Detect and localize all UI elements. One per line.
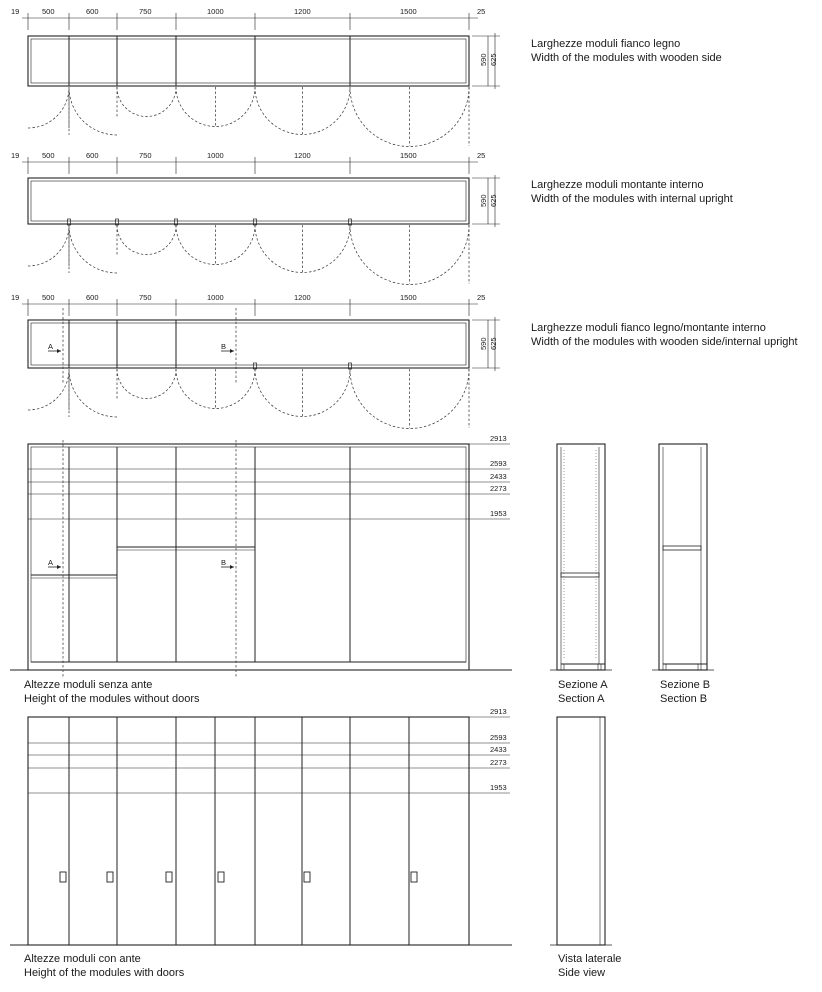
height-labels	[490, 707, 507, 792]
height-label: 1953	[490, 783, 507, 792]
door-swing-arcs	[28, 87, 469, 147]
plan-dimension-labels	[11, 151, 485, 160]
plan-view-internal-upright	[11, 151, 733, 285]
dim-label: 1200	[294, 293, 311, 302]
depth-label-590: 590	[479, 53, 488, 66]
section-cut-line	[63, 308, 236, 384]
section-a-drawing	[550, 444, 612, 705]
height-label: 2913	[490, 434, 507, 443]
section-marker-b: B	[221, 342, 227, 351]
section-b-caption-italian: Sezione B	[660, 679, 711, 691]
section-cut-line	[63, 440, 236, 678]
plan-caption-english: Width of the modules with wooden side	[531, 52, 722, 64]
section-b-drawing	[652, 444, 714, 705]
depth-label-625: 625	[489, 53, 498, 66]
plan-carcass	[28, 320, 469, 369]
elevation-with-doors	[10, 707, 512, 979]
plan-view-wooden-side	[11, 7, 722, 147]
dim-label: 1000	[207, 151, 224, 160]
elevation-caption-english: Height of the modules without doors	[24, 693, 200, 705]
height-label: 2433	[490, 472, 507, 481]
plan-dimension-labels	[11, 7, 485, 16]
door-swing-arcs	[28, 369, 469, 429]
section-a-caption-english: Section A	[558, 693, 605, 705]
door-handles	[60, 872, 417, 882]
door-swing-arcs	[28, 225, 469, 285]
dim-label: 25	[477, 7, 486, 16]
door-fronts	[28, 717, 469, 945]
plan-carcass	[28, 178, 469, 225]
plan-dimension-labels	[11, 293, 485, 302]
depth-label-625: 625	[489, 337, 498, 350]
height-level-lines	[28, 444, 510, 519]
dim-label: 25	[477, 151, 486, 160]
section-marker-a: A	[48, 342, 54, 351]
dim-label: 1200	[294, 151, 311, 160]
dim-label: 1500	[400, 151, 417, 160]
elevation-caption-italian: Altezze moduli senza ante	[24, 679, 153, 691]
height-label: 2593	[490, 459, 507, 468]
dim-label: 1500	[400, 293, 417, 302]
plan-caption-english: Width of the modules with internal upright	[531, 193, 733, 205]
dim-label: 750	[139, 151, 152, 160]
dim-label: 19	[11, 293, 20, 302]
dim-label: 600	[86, 7, 99, 16]
dim-label: 750	[139, 293, 152, 302]
dim-label: 25	[477, 293, 486, 302]
dim-label: 500	[42, 7, 55, 16]
depth-label-590: 590	[479, 194, 488, 207]
depth-label-590: 590	[479, 337, 488, 350]
plan-caption-english: Width of the modules with wooden side/internal upright	[531, 336, 798, 348]
side-view-caption-italian: Vista laterale	[558, 953, 622, 965]
plan-view-mixed	[11, 293, 798, 429]
section-b-caption-english: Section B	[660, 693, 708, 705]
plan-caption-italian: Larghezze moduli montante interno	[531, 179, 704, 191]
section-marker-a: A	[48, 558, 54, 567]
plan-carcass	[28, 36, 469, 86]
height-label: 2913	[490, 707, 507, 716]
carcass-frame	[28, 444, 469, 670]
dim-label: 500	[42, 151, 55, 160]
plan-caption-italian: Larghezze moduli fianco legno	[531, 38, 681, 50]
height-label: 2433	[490, 745, 507, 754]
dim-label: 600	[86, 151, 99, 160]
dim-label: 600	[86, 293, 99, 302]
dim-label: 1000	[207, 7, 224, 16]
dim-label: 19	[11, 7, 20, 16]
height-label: 2273	[490, 484, 507, 493]
section-marker-b: B	[221, 558, 227, 567]
dim-label: 1000	[207, 293, 224, 302]
dim-label: 1500	[400, 7, 417, 16]
dim-label: 1200	[294, 7, 311, 16]
height-level-lines	[28, 717, 510, 793]
elevation-without-doors	[10, 434, 512, 705]
elevation-doors-caption-english: Height of the modules with doors	[24, 967, 185, 979]
dim-label: 750	[139, 7, 152, 16]
side-view-drawing	[550, 717, 621, 979]
height-labels	[490, 434, 507, 518]
elevation-doors-caption-italian: Altezze moduli con ante	[24, 953, 141, 965]
plan-caption-italian: Larghezze moduli fianco legno/montante interno	[531, 322, 766, 334]
dim-label: 19	[11, 151, 20, 160]
height-label: 2273	[490, 758, 507, 767]
side-view-caption-english: Side view	[558, 967, 606, 979]
dim-label: 500	[42, 293, 55, 302]
section-a-caption-italian: Sezione A	[558, 679, 608, 691]
height-label: 1953	[490, 509, 507, 518]
depth-label-625: 625	[489, 194, 498, 207]
height-label: 2593	[490, 733, 507, 742]
